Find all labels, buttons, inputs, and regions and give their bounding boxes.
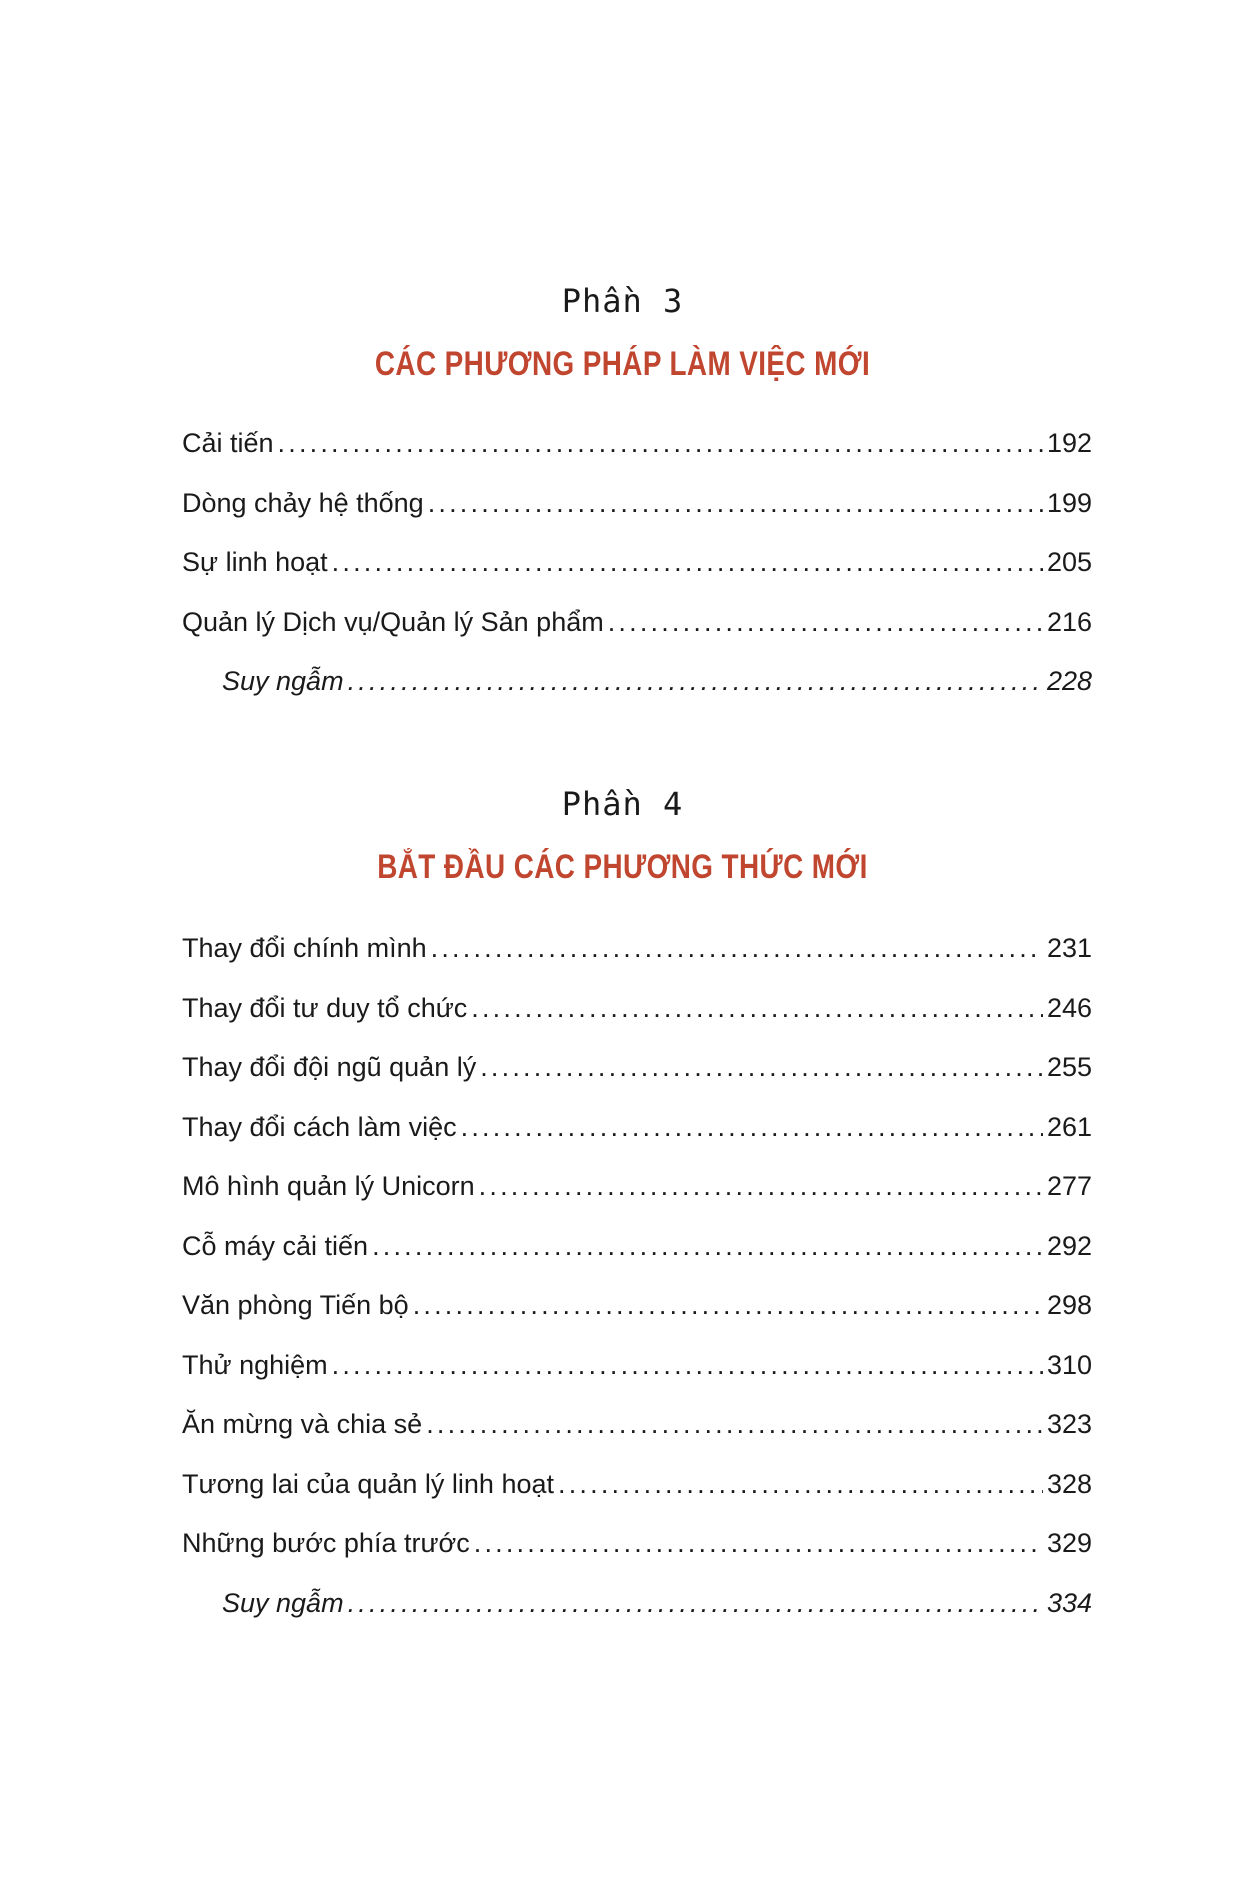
toc-entry-label: Mô hình quản lý Unicorn <box>182 1171 475 1201</box>
toc-dot-leader <box>474 1528 1043 1559</box>
toc-dot-leader <box>471 993 1043 1024</box>
toc-entry[interactable] <box>182 1290 1092 1350</box>
toc-entry[interactable] <box>182 607 1092 667</box>
toc-entry-page: 246 <box>1046 992 1092 1023</box>
toc-entry-label: Sự linh hoạt <box>182 547 328 577</box>
part-4-title: BẮT ĐẦU CÁC PHƯƠNG THỨC MỚI <box>377 848 868 886</box>
toc-entry-label: Suy ngẫm <box>222 666 344 696</box>
toc-entry[interactable] <box>182 1112 1092 1172</box>
part-3-label: Phần 3 <box>561 282 684 320</box>
toc-dot-leader <box>479 1171 1043 1202</box>
toc-dot-leader <box>558 1469 1043 1500</box>
toc-dot-leader <box>480 1052 1043 1083</box>
toc-dot-leader <box>332 547 1043 578</box>
toc-entry-label: Thay đổi cách làm việc <box>182 1111 457 1142</box>
toc-entry[interactable] <box>182 1409 1092 1469</box>
toc-entry-page: 277 <box>1046 1171 1092 1201</box>
toc-dot-leader <box>372 1231 1043 1262</box>
toc-entry-label: Quản lý Dịch vụ/Quản lý Sản phẩm <box>182 606 604 637</box>
toc-entry-label: Suy ngẫm <box>222 1587 344 1618</box>
toc-entry[interactable] <box>182 428 1092 488</box>
toc-entry-page: 255 <box>1046 1052 1092 1082</box>
toc-entry-label: Thay đổi tư duy tổ chức <box>182 992 468 1023</box>
toc-entry[interactable] <box>182 1469 1092 1529</box>
toc-entry-page: 292 <box>1046 1230 1092 1261</box>
toc-dot-leader <box>348 666 1043 697</box>
toc-entry[interactable] <box>182 1350 1092 1410</box>
toc-entry-page: 216 <box>1046 606 1092 637</box>
toc-entry-label: Ăn mừng và chia sẻ <box>182 1409 423 1439</box>
toc-entry-reflection[interactable] <box>182 666 1092 726</box>
part-4-label: Phần 4 <box>561 785 684 823</box>
toc-dot-leader <box>278 428 1043 459</box>
part-3-title: CÁC PHƯƠNG PHÁP LÀM VIỆC MỚI <box>374 345 871 383</box>
toc-entry-label: Tương lai của quản lý linh hoạt <box>182 1468 555 1499</box>
toc-entry[interactable] <box>182 933 1092 993</box>
toc-dot-leader <box>426 1409 1043 1440</box>
toc-entry[interactable] <box>182 1528 1092 1588</box>
toc-entry-label: Dòng chảy hệ thống <box>182 487 424 518</box>
part-3-toc-list <box>182 428 1092 726</box>
toc-entry[interactable] <box>182 547 1092 607</box>
toc-entry-label: Thay đổi đội ngũ quản lý <box>182 1052 477 1082</box>
toc-entry-page: 323 <box>1046 1409 1092 1439</box>
toc-entry[interactable] <box>182 1231 1092 1291</box>
toc-entry-page: 298 <box>1046 1290 1092 1320</box>
toc-entry-label: Văn phòng Tiến bộ <box>182 1290 409 1320</box>
toc-entry-page: 231 <box>1046 933 1092 963</box>
toc-entry-page: 328 <box>1046 1468 1092 1499</box>
toc-dot-leader <box>461 1112 1043 1143</box>
toc-entry[interactable] <box>182 1171 1092 1231</box>
toc-entry-page: 261 <box>1046 1111 1092 1142</box>
toc-entry-page: 329 <box>1046 1528 1092 1558</box>
toc-entry-label: Thử nghiệm <box>182 1349 328 1380</box>
toc-entry-page: 310 <box>1046 1349 1092 1380</box>
toc-dot-leader <box>428 488 1043 519</box>
toc-entry-page: 228 <box>1046 666 1092 696</box>
toc-entry[interactable] <box>182 488 1092 548</box>
toc-entry[interactable] <box>182 993 1092 1053</box>
toc-dot-leader <box>431 933 1043 964</box>
toc-entry-page: 205 <box>1046 547 1092 577</box>
toc-dot-leader <box>348 1588 1043 1619</box>
toc-dot-leader <box>413 1290 1043 1321</box>
toc-entry-label: Cỗ máy cải tiến <box>182 1230 369 1261</box>
toc-entry-label: Những bước phía trước <box>182 1528 470 1558</box>
toc-entry[interactable] <box>182 1052 1092 1112</box>
toc-dot-leader <box>332 1350 1043 1381</box>
toc-entry-page: 334 <box>1046 1587 1092 1618</box>
part-4-toc-list <box>182 933 1092 1647</box>
toc-entry-label: Thay đổi chính mình <box>182 933 427 963</box>
toc-entry-page: 199 <box>1046 487 1092 518</box>
toc-entry-label: Cải tiến <box>182 428 274 458</box>
toc-entry-reflection[interactable] <box>182 1588 1092 1648</box>
toc-entry-page: 192 <box>1046 428 1092 458</box>
toc-dot-leader <box>608 607 1043 638</box>
